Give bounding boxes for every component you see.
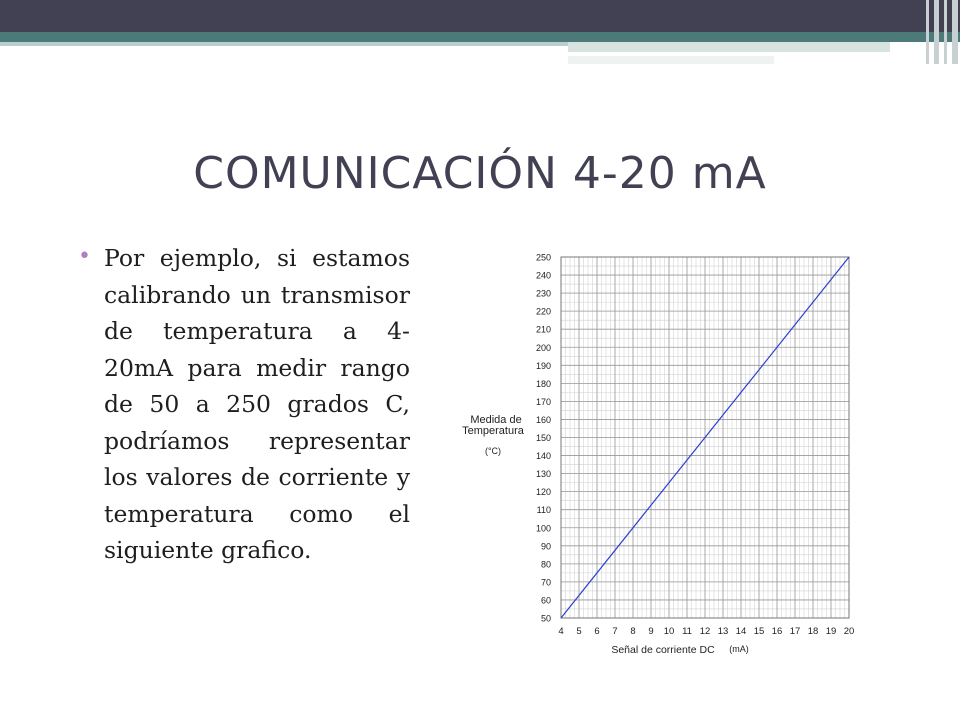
y-tick-label: 180	[535, 378, 551, 389]
y-tick-label: 110	[536, 505, 551, 516]
header-accent-line	[568, 42, 890, 52]
header-teal-bar	[0, 32, 960, 42]
x-tick-label: 12	[699, 626, 711, 637]
x-tick-label: 10	[663, 626, 675, 637]
x-axis-label: Señal de corriente DC	[611, 644, 715, 656]
x-tick-labels	[558, 626, 854, 637]
y-tick-label: 200	[535, 342, 551, 353]
y-tick-label: 50	[540, 613, 551, 624]
x-tick-label: 17	[789, 626, 801, 637]
x-axis-unit: (mA)	[729, 644, 749, 654]
x-tick-label: 11	[682, 626, 692, 637]
header-teal-underline	[0, 42, 568, 46]
x-tick-label: 15	[753, 626, 765, 637]
y-tick-labels	[536, 253, 551, 624]
y-tick-label: 130	[535, 469, 551, 480]
y-tick-label: 160	[535, 414, 551, 425]
slide-title: COMUNICACIÓN 4-20 mA	[193, 148, 767, 199]
x-tick-label: 13	[717, 626, 729, 637]
x-tick-label: 8	[630, 626, 636, 637]
y-tick-label: 90	[540, 541, 551, 552]
y-tick-label: 230	[535, 288, 551, 299]
bullet-text: Por ejemplo, si estamos calibrando un transmisor de temperatura a 4-20mA para medir rango de 50 a 250 grados C, podríamos representar los valores de corriente y temperatura como el siguiente grafico.	[104, 244, 410, 564]
y-tick-label: 60	[540, 595, 551, 606]
plot-frame	[561, 257, 849, 618]
y-tick-label: 120	[535, 487, 551, 498]
x-tick-label: 5	[576, 626, 582, 637]
y-tick-label: 170	[535, 396, 551, 407]
y-tick-label: 240	[535, 270, 551, 281]
y-tick-label: 220	[535, 306, 551, 317]
major-grid	[561, 257, 849, 618]
series-line	[561, 257, 849, 618]
x-tick-label: 7	[612, 626, 618, 637]
y-axis-unit: (°C)	[484, 446, 502, 456]
y-tick-label: 250	[535, 252, 551, 263]
x-tick-label: 16	[771, 626, 783, 637]
y-tick-label: 150	[535, 433, 551, 443]
y-tick-label: 100	[535, 523, 551, 534]
y-axis-label-line1: Medida de	[470, 414, 522, 426]
x-tick-label: 6	[594, 626, 600, 637]
y-tick-label: 80	[540, 559, 551, 570]
corner-stripes-decoration	[920, 0, 960, 64]
bullet-dot-icon: •	[78, 244, 91, 269]
x-tick-label: 19	[825, 626, 837, 637]
x-tick-label: 14	[735, 626, 747, 637]
y-tick-label: 190	[535, 360, 551, 371]
minor-grid	[561, 257, 849, 618]
y-axis-label-line2: Temperatura	[462, 425, 524, 437]
x-tick-label: 9	[648, 626, 654, 637]
x-tick-label: 20	[843, 626, 855, 637]
header-accent-line-2	[568, 56, 774, 64]
y-tick-label: 210	[535, 324, 551, 335]
x-tick-label: 4	[558, 626, 564, 637]
y-tick-label: 70	[540, 577, 551, 588]
y-tick-label: 140	[535, 451, 551, 462]
header-dark-bar	[0, 0, 960, 32]
x-tick-label: 18	[807, 626, 819, 637]
